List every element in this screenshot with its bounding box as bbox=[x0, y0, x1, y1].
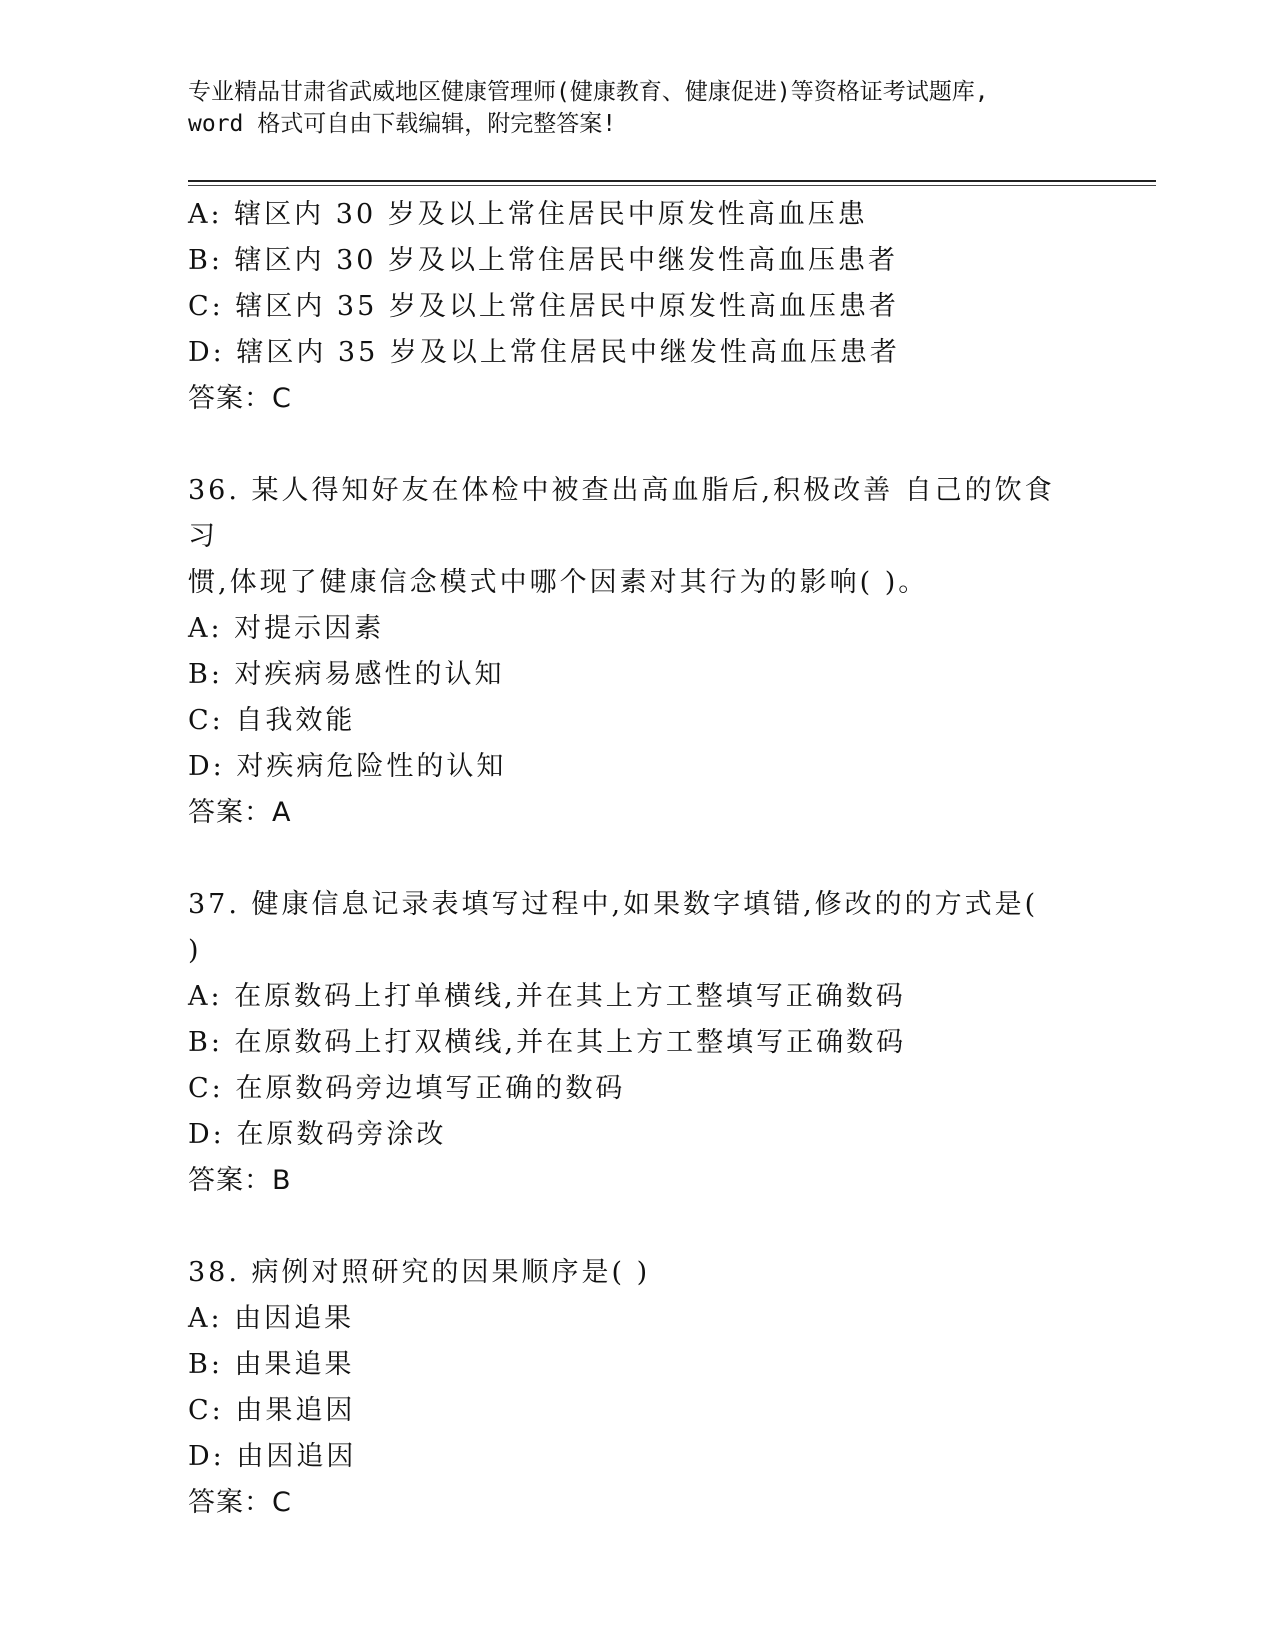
option-c: C: 自我效能 bbox=[188, 705, 356, 736]
option-a: A: 辖区内 30 岁及以上常住居民中原发性高血压患 bbox=[188, 199, 868, 230]
question-37 bbox=[188, 882, 1088, 1204]
header-divider-thin bbox=[188, 185, 1156, 186]
option-d: D: 对疾病危险性的认知 bbox=[188, 751, 507, 782]
option-d: D: 辖区内 35 岁及以上常住居民中继发性高血压患者 bbox=[188, 337, 900, 368]
question-stem-line: 惯,体现了健康信念模式中哪个因素对其行为的影响( )。 bbox=[188, 567, 929, 598]
header-line-2: word 格式可自由下载编辑，附完整答案! bbox=[188, 111, 617, 137]
question-stem-line: 38. 病例对照研究的因果顺序是( ) bbox=[188, 1257, 651, 1288]
answer: 答案：B bbox=[188, 1165, 292, 1196]
question-36 bbox=[188, 468, 1088, 836]
question-stem-line: 36. 某人得知好友在体检中被查出高血脂后,积极改善 自己的饮食习 bbox=[188, 475, 1055, 552]
answer: 答案：A bbox=[188, 797, 292, 828]
question-38 bbox=[188, 1250, 1088, 1526]
option-c: C: 在原数码旁边填写正确的数码 bbox=[188, 1073, 626, 1104]
option-b: B: 对疾病易感性的认知 bbox=[188, 659, 505, 690]
option-b: B: 辖区内 30 岁及以上常住居民中继发性高血压患者 bbox=[188, 245, 899, 276]
option-c: C: 由果追因 bbox=[188, 1395, 356, 1426]
option-d: D: 由因追因 bbox=[188, 1441, 357, 1472]
option-a: A: 在原数码上打单横线,并在其上方工整填写正确数码 bbox=[188, 981, 906, 1012]
header-line-1: 专业精品甘肃省武威地区健康管理师(健康教育、健康促进)等资格证考试题库, bbox=[188, 79, 989, 105]
question-35-continued bbox=[188, 192, 1088, 422]
header-divider bbox=[188, 180, 1156, 182]
option-c: C: 辖区内 35 岁及以上常住居民中原发性高血压患者 bbox=[188, 291, 899, 322]
answer: 答案：C bbox=[188, 1487, 292, 1518]
option-a: A: 对提示因素 bbox=[188, 613, 385, 644]
question-list bbox=[188, 192, 1088, 1572]
option-a: A: 由因追果 bbox=[188, 1303, 355, 1334]
option-b: B: 在原数码上打双横线,并在其上方工整填写正确数码 bbox=[188, 1027, 907, 1058]
document-header bbox=[188, 76, 1088, 140]
question-stem-line: 37. 健康信息记录表填写过程中,如果数字填错,修改的的方式是( bbox=[188, 889, 1039, 920]
option-d: D: 在原数码旁涂改 bbox=[188, 1119, 447, 1150]
option-b: B: 由果追果 bbox=[188, 1349, 355, 1380]
answer: 答案：C bbox=[188, 383, 292, 414]
question-stem-line: ) bbox=[188, 935, 202, 966]
